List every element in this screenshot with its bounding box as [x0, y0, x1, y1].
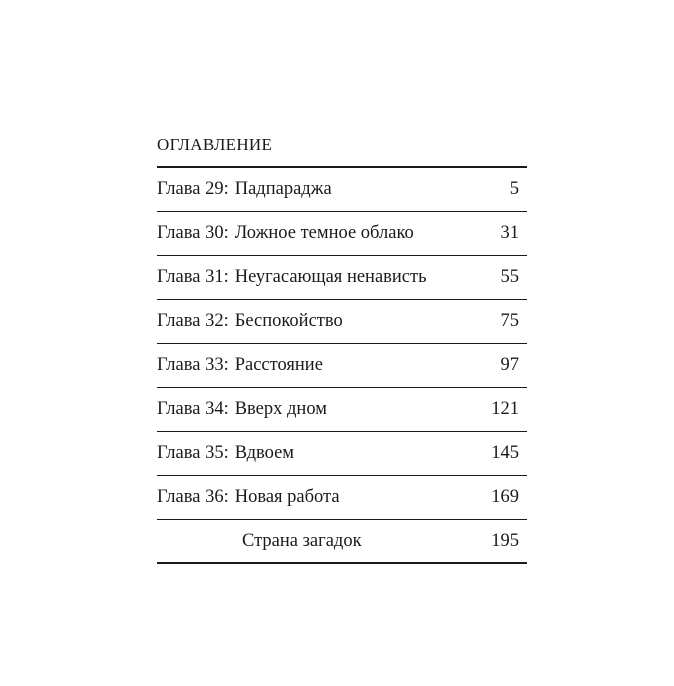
page-number: 195 — [491, 530, 519, 551]
toc-list — [157, 168, 527, 564]
toc-entry-label — [157, 267, 427, 288]
toc-entry-32[interactable] — [157, 300, 527, 344]
toc-entry-35[interactable] — [157, 432, 527, 476]
toc-entry-label — [157, 355, 323, 376]
toc-heading — [157, 132, 527, 168]
chapter-title: Падпараджа — [234, 179, 332, 199]
chapter-number: Глава 29: — [157, 179, 229, 199]
toc-entry-label — [157, 487, 340, 508]
toc-entry-label — [157, 179, 332, 200]
table-of-contents — [157, 132, 527, 564]
chapter-number: Глава 32: — [157, 311, 229, 331]
chapter-title: Неугасающая ненависть — [234, 267, 427, 287]
chapter-title: Вдвоем — [234, 443, 295, 463]
toc-entry-36[interactable] — [157, 476, 527, 520]
chapter-title: Страна загадок — [242, 530, 362, 551]
toc-entry-label — [157, 223, 414, 244]
toc-entry-29[interactable] — [157, 168, 527, 212]
toc-entry-label — [157, 443, 294, 464]
toc-entry-30[interactable] — [157, 212, 527, 256]
page-number: 5 — [509, 179, 519, 199]
chapter-number: Глава 34: — [157, 399, 229, 419]
chapter-number: Глава 33: — [157, 355, 229, 375]
toc-heading-text: ОГЛАВЛЕНИЕ — [157, 135, 273, 154]
chapter-number: Глава 35: — [157, 443, 229, 463]
chapter-number: Глава 36: — [157, 487, 229, 507]
chapter-number: Глава 30: — [157, 223, 229, 243]
toc-entry-34[interactable] — [157, 388, 527, 432]
chapter-number: Глава 31: — [157, 267, 229, 287]
chapter-title: Беспокойство — [234, 311, 343, 331]
page-number: 97 — [500, 355, 519, 375]
chapter-title: Расстояние — [234, 355, 323, 375]
page-number: 75 — [500, 311, 519, 331]
chapter-title: Ложное темное облако — [234, 223, 414, 243]
page-number: 121 — [491, 399, 519, 419]
toc-entry-label — [157, 531, 362, 552]
page-number: 31 — [500, 223, 519, 243]
page-number: 55 — [500, 267, 519, 287]
toc-entry-label — [157, 311, 343, 332]
toc-entry-label — [157, 399, 327, 420]
chapter-title: Вверх дном — [234, 399, 327, 419]
toc-entry-33[interactable] — [157, 344, 527, 388]
toc-entry-bonus[interactable] — [157, 520, 527, 564]
chapter-title: Новая работа — [234, 487, 340, 507]
page-number: 169 — [491, 487, 519, 507]
toc-entry-31[interactable] — [157, 256, 527, 300]
page-number: 145 — [491, 443, 519, 463]
